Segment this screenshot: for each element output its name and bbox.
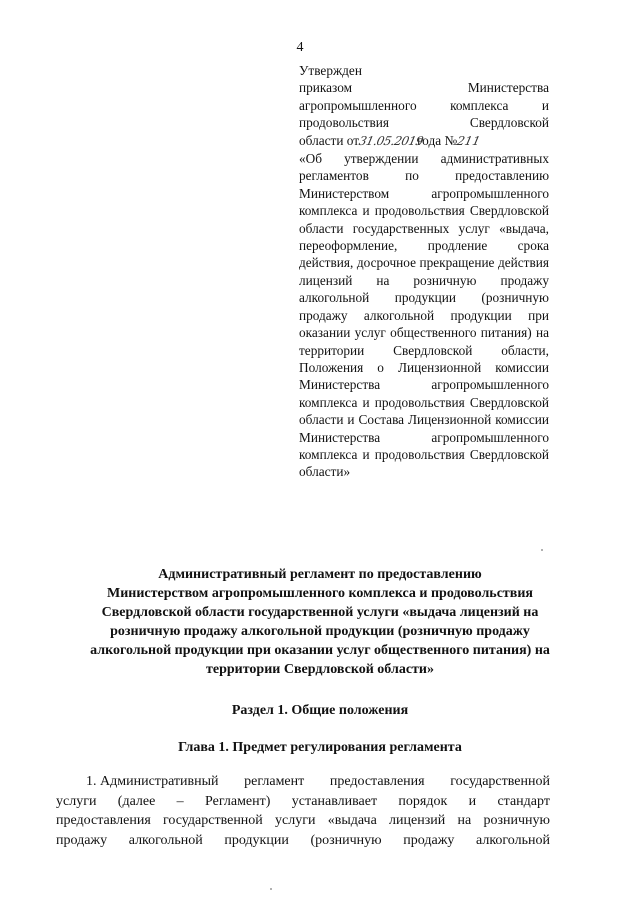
approval-date-row: области от 31.05.2019 года № 211 xyxy=(299,132,549,150)
handwritten-date: 31.05.2019 xyxy=(357,133,425,148)
order-title-text: «Об утверждении административных регламентов по предоставлению Министерством агропромышленного комплекса и продовольствия Свердловской области государственных услуг «выдача, переоформление, продление срока действия, досрочное прекращение действия лицензий на розничную продажу алкогольной продукции (розничную продажу алкогольной продукции при оказании услуг общественного питания) на территории Свердловской области, Положения о Лицензионной комиссии Министерства агропромышленного комплекса и продовольствия Свердловской области и Состава Лицензионной комиссии Министерства агропромышленного комплекса и продовольствия Свердловской области» xyxy=(299,151,549,480)
chapter-heading: Глава 1. Предмет регулирования регламента xyxy=(178,740,462,755)
approval-line-2: приказом Министерства xyxy=(299,80,549,96)
handwritten-order-number: 211 xyxy=(455,133,482,148)
paragraph-row: продажу алкогольной продукции (розничную продажу алкогольной xyxy=(56,832,550,848)
approval-stamp-block xyxy=(299,62,549,481)
approval-line-4: продовольствия Свердловской xyxy=(299,115,549,131)
approval-line-3: агропромышленного комплекса и xyxy=(299,97,549,113)
paragraph-row: 1. Административный регламент предоставления государственной xyxy=(86,774,550,789)
paragraph-1 xyxy=(56,772,550,850)
paragraph-row: предоставления государственной услуги «выдача лицензий на розничную xyxy=(56,813,550,828)
page-number: 4 xyxy=(296,40,304,55)
section-heading: Раздел 1. Общие положения xyxy=(231,703,409,718)
paragraph-row: услуги (далее – Регламент) устанавливает порядок и стандарт xyxy=(56,793,550,809)
scan-speck xyxy=(270,888,272,890)
regulation-title: Административный регламент по предоставлению Министерством агропромышленного комплекса и продовольствия Свердловской области государственной услуги «выдача лицензий на розничную продажу алкогольной продукции (розничную продажу алкогольной продукции при оказании услуг общественного питания) на территории Свердловской области» xyxy=(90,567,550,677)
approval-heading: Утвержден xyxy=(299,63,362,78)
scan-speck xyxy=(541,549,543,551)
